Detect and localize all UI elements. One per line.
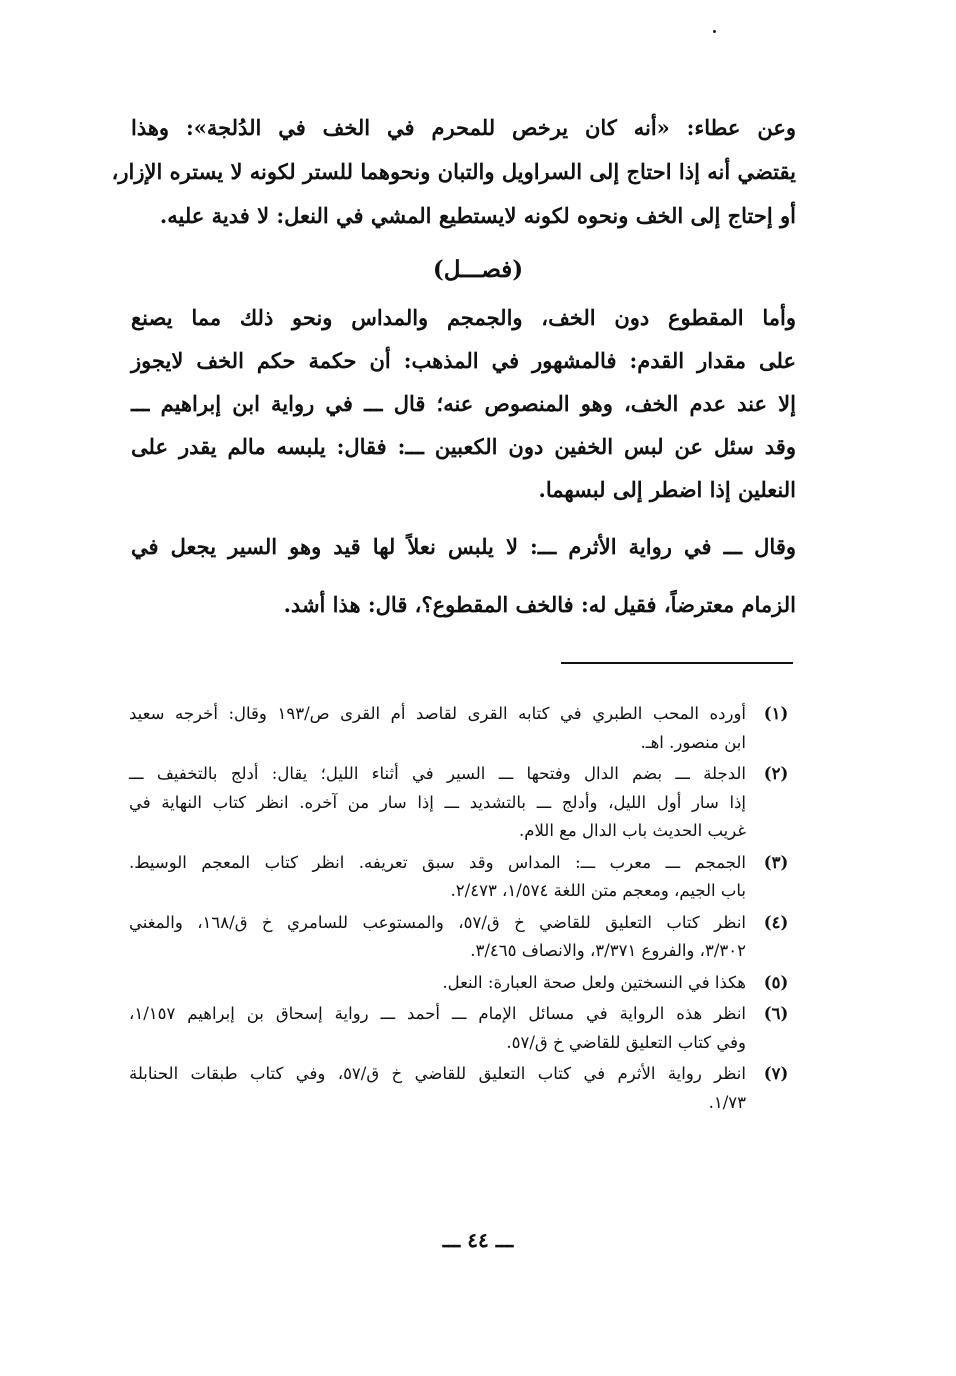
text-line: إلا عند عدم الخف، وهو المنصوص عنه؛ قال ـــ في رواية ابن إبراهيم ـــ: [131, 391, 796, 416]
footnote-text: [129, 700, 746, 757]
footnote-line: انظر رواية الأثرم في كتاب التعليق للقاضي خ ق/٥٧، وفي كتاب طبقات الحنابلة: [129, 1064, 746, 1083]
footnote-7: [129, 1060, 796, 1117]
section-heading: (فصـــل): [432, 256, 524, 283]
footnote-line: غريب الحديث باب الدال مع اللام.: [518, 821, 746, 840]
paragraph-3: [131, 518, 796, 634]
footnote-4: [129, 909, 796, 966]
footnote-line: إذا سار أول الليل، وأدلج ـــ بالتشديد ـــ إذا سار من آخره. انظر كتاب النهاية في: [129, 792, 746, 812]
footnote-text: [129, 909, 746, 966]
text-line: أو إحتاج إلى الخف ونحوه لكونه لايستطيع المشي في النعل: لا فدية عليه.: [159, 203, 796, 228]
footnote-separator: [561, 662, 793, 664]
text-line: وأما المقطوع دون الخف، والجمجم والمداس ونحو ذلك مما يصنع: [131, 305, 796, 330]
footnote-text: [129, 969, 746, 998]
paragraph-2: [131, 296, 796, 511]
footnote-line: ابن منصور. اهـ.: [640, 732, 746, 752]
footnotes: [129, 700, 796, 1120]
footnote-text: [129, 1060, 746, 1117]
footnote-text: [129, 760, 746, 846]
footnote-line: هكذا في النسختين ولعل صحة العبارة: النعل.: [442, 972, 746, 992]
footnote-number: (٧): [763, 1064, 789, 1083]
footnote-line: الدجلة ـــ بضم الدال وفتحها ـــ السير في أثناء الليل؛ يقال: أدلج بالتخفيف ـــ: [129, 764, 746, 783]
footnote-1: [129, 700, 796, 757]
footnote-line: وفي كتاب التعليق للقاضي خ ق/٥٧.: [506, 1032, 746, 1052]
text-line: وقد سئل عن لبس الخفين دون الكعبين ـــ: فقال: يلبسه مالم يقدر على: [131, 434, 796, 459]
page-number: ـــ ٤٤ ـــ: [442, 1228, 514, 1252]
text-line: وقال ـــ في رواية الأثرم ـــ: لا يلبس نعلاً لها قيد وهو السير يجعل في: [131, 534, 796, 559]
footnote-number: (١): [763, 704, 789, 723]
footnote-line: انظر كتاب التعليق للقاضي خ ق/٥٧، والمستوعب للسامري خ ق/١٦٨، والمغني: [129, 912, 746, 932]
footnote-2: [129, 760, 796, 846]
footnote-line: انظر هذه الرواية في مسائل الإمام ـــ أحمد ـــ رواية إسحاق بن إبراهيم ١/١٥٧،: [129, 1004, 746, 1023]
footnote-line: ٣/٣٠٢، والفروع ٣/٣٧١، والانصاف ٣/٤٦٥.: [470, 941, 746, 960]
footnote-number: (٣): [763, 852, 789, 872]
footnote-line: باب الجيم، ومعجم متن اللغة ١/٥٧٤، ٢/٤٧٣.: [450, 881, 746, 900]
footnote-line: أورده المحب الطبري في كتابه القرى لقاصد أم القرى ص/١٩٣ وقال: أخرجه سعيد: [129, 704, 747, 723]
footnote-text: [129, 1000, 746, 1057]
footnote-6: [129, 1000, 796, 1057]
footnote-line: الجمجم ـــ معرب ـــ: المداس وقد سبق تعريفه. انظر كتاب المعجم الوسيط.: [129, 852, 746, 872]
scan-speck: [713, 30, 716, 33]
text-line: يقتضي أنه إذا احتاج إلى السراويل والتبان ونحوهما للستر لكونه لا يستره الإزار،: [111, 159, 796, 184]
footnote-5: [129, 969, 796, 998]
footnote-number: (٥): [763, 972, 789, 992]
footnote-number: (٤): [763, 912, 789, 932]
text-line: الزمام معترضاً، فقيل له: فالخف المقطوع؟، قال: هذا أشد.: [283, 592, 796, 617]
footnote-number: (٦): [763, 1004, 789, 1023]
footnote-line: ١/٧٣.: [708, 1092, 746, 1112]
paragraph-1: [111, 106, 796, 238]
text-line: وعن عطاء: «أنه كان يرخص للمحرم في الخف في الدُلجة»: وهذا: [131, 115, 796, 140]
text-line: النعلين إذا اضطر إلى لبسهما.: [538, 477, 796, 502]
footnote-3: [129, 849, 796, 906]
footnote-text: [129, 849, 746, 906]
footnote-number: (٢): [763, 764, 789, 783]
text-line: على مقدار القدم: فالمشهور في المذهب: أن حكمة حكم الخف لايجوز: [131, 348, 796, 373]
